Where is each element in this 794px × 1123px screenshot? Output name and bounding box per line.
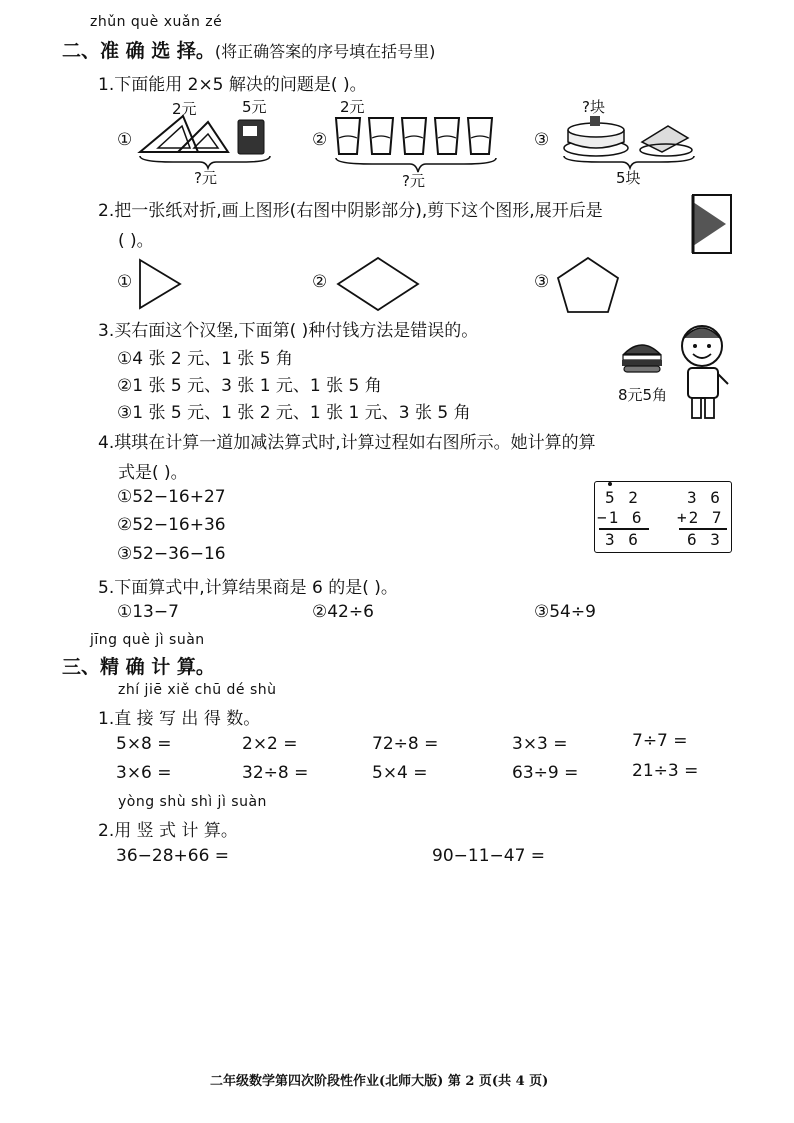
calc-r1-5: 7÷7 =	[632, 731, 688, 751]
cake-icon	[564, 116, 628, 156]
page-footer: 二年级数学第四次阶段性作业(北师大版) 第 2 页(共 4 页)	[210, 1074, 549, 1089]
q1-opt3-cakes	[560, 112, 700, 168]
section2-pinyin: zhǔn què xuǎn zé	[90, 14, 223, 30]
part2-title: 2.用 竖 式 计 算。	[98, 821, 238, 841]
q2-opt1-marker: ①	[117, 272, 133, 292]
add-res: 6 3	[687, 530, 722, 549]
q1-opt2-cups	[332, 114, 502, 174]
q4-opt2: ②52−16+36	[117, 515, 226, 535]
q1-opt2-marker: ②	[312, 130, 328, 150]
q2-opt2-marker: ②	[312, 272, 328, 292]
q5-opt1: ①13−7	[117, 602, 179, 622]
q1-opt1-total: ?元	[194, 169, 217, 187]
section2-title-text: 二、准 确 选 择。	[62, 40, 215, 62]
q3-stem: 3.买右面这个汉堡,下面第( )种付钱方法是错误的。	[98, 321, 479, 341]
add-op: +2 7	[677, 508, 724, 527]
q2-opt3-marker: ③	[534, 272, 550, 292]
hamburger-icon	[620, 336, 664, 376]
calc-r2-1: 3×6 =	[116, 763, 172, 783]
q3-opt2: ②1 张 5 元、3 张 1 元、1 张 5 角	[117, 376, 382, 396]
q1-opt2-total: ?元	[402, 172, 425, 190]
cup-icon	[336, 118, 360, 154]
vertical-calc-1: 36−28+66 =	[116, 846, 230, 866]
q5-opt3: ③54÷9	[534, 602, 596, 622]
section2-title	[62, 36, 435, 63]
borrow-dot	[608, 482, 612, 486]
q4-stem2: 式是( )。	[118, 463, 188, 483]
notebook-icon	[238, 120, 264, 154]
sub-top: 5 2	[605, 488, 640, 507]
q5-stem: 5.下面算式中,计算结果商是 6 的是( )。	[98, 578, 398, 598]
section3-pinyin: jīng què jì suàn	[90, 632, 205, 648]
cup-icon	[402, 118, 426, 154]
q1-opt1-label-b: 5元	[242, 98, 267, 116]
q3-opt1: ①4 张 2 元、1 张 5 角	[117, 349, 293, 369]
vertical-calc-2: 90−11−47 =	[432, 846, 546, 866]
q2-stem: 2.把一张纸对折,画上图形(右图中阴影部分),剪下这个图形,展开后是	[98, 201, 603, 221]
calc-r1-2: 2×2 =	[242, 734, 298, 754]
cup-icon	[369, 118, 393, 154]
q1-opt3-total: 5块	[616, 169, 641, 187]
calc-r2-4: 63÷9 =	[512, 763, 579, 783]
boy-icon	[676, 322, 732, 422]
part1-pinyin: zhí jiē xiě chū dé shù	[118, 682, 277, 698]
q2-opt2-rhombus	[336, 256, 420, 312]
q2-stem2: ( )。	[118, 231, 154, 251]
sub-res: 3 6	[605, 530, 640, 549]
part1-title: 1.直 接 写 出 得 数。	[98, 709, 261, 729]
calc-r2-2: 32÷8 =	[242, 763, 309, 783]
sub-op: −1 6	[597, 508, 644, 527]
add-top: 3 6	[687, 488, 722, 507]
q2-opt3-pentagon	[556, 256, 620, 314]
cup-icon	[435, 118, 459, 154]
calc-r2-5: 21÷3 =	[632, 761, 699, 781]
q1-opt1-label-a: 2元	[172, 100, 197, 118]
q2-opt1-triangle	[138, 258, 184, 310]
q1-opt2-label-top: 2元	[340, 98, 365, 116]
cake-slice-icon	[640, 126, 692, 156]
calc-r1-4: 3×3 =	[512, 734, 568, 754]
section3-title: 三、精 确 计 算。	[62, 656, 215, 678]
vertical-calc-box	[594, 481, 732, 553]
q5-opt2: ②42÷6	[312, 602, 374, 622]
calc-r1-1: 5×8 =	[116, 734, 172, 754]
q3-opt3: ③1 张 5 元、1 张 2 元、1 张 1 元、3 张 5 角	[117, 403, 471, 423]
q1-opt1-marker: ①	[117, 130, 133, 150]
q1-opt1-illustration	[138, 112, 278, 168]
calc-r1-3: 72÷8 =	[372, 734, 439, 754]
part2-pinyin: yòng shù shì jì suàn	[118, 794, 267, 810]
q1-stem: 1.下面能用 2×5 解决的问题是( )。	[98, 75, 367, 95]
q4-opt1: ①52−16+27	[117, 487, 226, 507]
folded-paper-figure	[692, 194, 734, 256]
section2-note: (将正确答案的序号填在括号里)	[214, 42, 436, 61]
q1-opt3-marker: ③	[534, 130, 550, 150]
hamburger-price: 8元5角	[618, 386, 668, 404]
triangle-ruler-icon	[140, 116, 228, 152]
q4-opt3: ③52−36−16	[117, 544, 226, 564]
calc-r2-3: 5×4 =	[372, 763, 428, 783]
q1-opt3-label-top: ?块	[582, 98, 605, 116]
q4-stem: 4.琪琪在计算一道加减法算式时,计算过程如右图所示。她计算的算	[98, 433, 596, 453]
cup-icon	[468, 118, 492, 154]
